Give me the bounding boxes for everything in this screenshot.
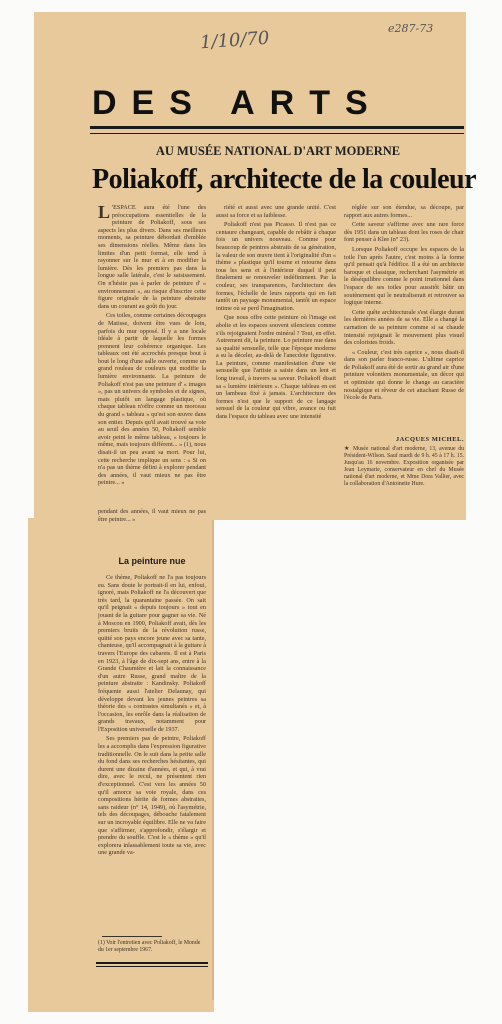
article-column-4 xyxy=(98,574,206,952)
column-3-paragraph-3: Lorsque Poliakoff occupe les espaces de la toile l'un après l'autre, c'est moins à la forme qu'il pensait qu'à l'édifice. Il a été un architecte baroque et classique, recherchant l'asymétrie et le déséquilibre comme le point irrationnel dans l'espace de ses toiles pour aussitôt bâtir un soutènement qui le neutraliserait et retrouver sa logique interne. xyxy=(344,245,464,307)
column-3-paragraph-2: Cette saveur s'affirme avec une rare force dès 1951 dans un tableau dont les roses de chair font penser à Klee (n° 23). xyxy=(344,221,464,244)
footnote: (1) Voir l'entretien avec Poliakoff, le Monde du 1er septembre 1967. xyxy=(98,940,201,953)
column-1-paragraph-2: Ces toiles, comme certaines découpages de Matisse, doivent être vues de loin, parfois du mur opposé. Il y a une locale idéale à partir de laquelle les formes prennent leur cohérence organique. Les tableaux ont été accrochés presque bout à bout le long d'une salle ouverte, comme un grand rouleau de couleurs qui modifie la lumière environnante. La peinture de Poliakoff n'est pas une peinture d' « images », pas un univers de symboles et de signes, mais plutôt un langage plastique, où chaque tableau n'offre comme un morceau du grand « tableau » qu'est son œuvre dans son entier. Depuis qu'il avait trouvé sa voie au seuil des années 50, Poliakoff semble avoir peint le même tableau, « toujours le même, mais toujours différent... » (1), nous disait-il un peu avant sa mort. Pour lui, cette recherche implique un sens : « Si on n'a pas un thème défini à explorer pendant des années, il vaut mieux ne pas être peintre... » xyxy=(98,312,206,487)
column-3-paragraph-1: réglée sur son étendue, sa découpe, par rapport aux autres formes... xyxy=(344,204,464,219)
rubric-rule-thin xyxy=(90,133,464,134)
column-4-paragraph-2: Ses premiers pas de peintre, Poliakoff les a accomplis dans l'expression figurative traditionnelle. On le suit dans la petite salle du fond dans ses recherches hésitantes, qui durent une dizaine d'années, et qui, à vrai dire, avec le recul, ne présentent rien d'exceptionnel. C'est vers les années 50 qu'il amorce sa voie royale, dans ces compositions hérite de formes abstraites, sans raideur (n° 14, 1949), où l'asymétrie, tels des découpages, débouche fatalement sur un incroyable équilibre. Elle ne va faire que s'affirmer, s'approfondir, s'élargir et prendre du souffle. C'est le « thème » qu'il explorera inlassablement toute sa vie, avec une grande va- xyxy=(98,735,206,857)
paper-edge-shadow xyxy=(212,520,214,1000)
article-title: Poliakoff, architecte de la couleur xyxy=(92,164,477,195)
continuation-text: pendant des années, il vaut mieux ne pas être peintre... » xyxy=(98,508,206,523)
bottom-rule-thick xyxy=(96,962,208,964)
column-2-paragraph-3: Que nous offre cette peinture où l'image est abolie et les espaces souvent silencieux comme s'ils rejoignaient l'ordre minéral ? Tout, en effet. Autrement dit, la peinture. Lo peinture nue dans sa qualité sensuelle, telle que l'époque moderne a su la déceler, au-delà de l'anecdote figurative. La peinture, comme manifestation d'une vie sensuelle que l'artiste a saisie dans un lent et long travail, à travers sa saveur. Poliakoff disait sa « lumière intérieure ». Chaque tableau en est un lambeau fixé à jamais. L'architecture des formes n'est que le support de ce langage sensuel de la couleur qui vibre, avance ou fuit dans l'espace du tableau avec une intensité xyxy=(216,314,336,421)
article-subtitle: AU MUSÉE NATIONAL D'ART MODERNE xyxy=(155,144,401,158)
section-subheading: La peinture nue xyxy=(118,556,186,566)
article-column-2 xyxy=(216,204,336,504)
bottom-rule-thin xyxy=(96,966,208,967)
exhibition-info: ★ Musée national d'art moderne, 13, avenue du Président-Wilson. Sauf mardi de 9 h. 45 à 17 h. 15. Jusqu'au 16 novembre. Exposition organisée par Jean Leymarie, conservateur en chef du Musée national d'art moderne, et Mme Dora Vallier, avec la collaboration d'Antoinette Hure. xyxy=(344,446,464,487)
column-1-paragraph-1: 'ESPACE aura été l'une des préoccupations essentielles de la peinture de Poliakoff, sous ses aspects les plus divers. Dans ses meilleurs moments, sa peinture débordait d'emblée ses dimensions réelles. Même dans les limites d'un petit format, elle tend à rayonner sur le mur et à en modifier la lumière. Dès les premiers pas dans la longue salle latérale, c'est le saisissement. On n'hésite pas à parler de peinture d' « environnement », au risque d'inscrire cette figure originale de la peinture abstraite dans un courant au goût du jour. xyxy=(98,204,206,310)
column-4-paragraph-1: Ce thème, Poliakoff ne l'a pas toujours eu. Sans doute le portrait-il en lui, enfoui, ignoré, mais Poliakoff ne l'a découvert que très tard, la quarantaine passée. On sait qu'il peignait « depuis toujours » tout en jouant de la guitare pour gagner sa vie. Né à Moscou en 1900, Poliakoff avait, dès les premiers bruits de la révolution russe, quitté son pays encore jeune avec sa tante, chanteuse, qu'il accompagnait à la guitare à travers l'Europe des cabarets. Il est à Paris en 1923, à l'âge de dix-sept ans, entre à la Grande Chaumière et lait la connaissance d'un autre Russe, grand maître de la peinture abstraite : Kandinsky. Poliakoff fréquente aussi l'atelier Delaunay, qui développe devant les jeunes peintres sa théorie des « contrastes simultanés » et, à l'occasion, les enrôle dans la réalisation de grands travaux, notamment pour l'Exposition universelle de 1937. xyxy=(98,574,206,733)
column-3-paragraph-5: « Couleur, c'est très caprice », nous disait-il dans son parler franco-russe. L'ultime caprice de Poliakoff aura été de sortir au grand air d'une peinture volontiers monumentale, un décor qui et optimiste qui donne le change au caractère nostalgique et rêveur de cet attachant Russe de l'école de Paris. xyxy=(344,348,464,402)
handwritten-date: 1/10/70 xyxy=(199,27,271,54)
column-3-paragraph-4: Cette quête architecturale s'est élargie durant les dernières années de sa vie. Elle a changé la carnation de sa peinture comme si sa chaude intensité rejoignait le mouvement plus visuel des coloristes froids. xyxy=(344,308,464,347)
footnote-rule xyxy=(102,936,162,937)
article-column-3 xyxy=(344,204,464,444)
column-2-paragraph-1: riété et aussi avec une grande unité. C'est aussi sa force et sa faiblesse. xyxy=(216,204,336,219)
column-2-paragraph-2: Poliakoff n'est pas Picasso. Il n'est pas ce centaure changeant, capable de rebâtir à chaque fois un univers nouveau. Comme pour beaucoup de peintres abstraits de sa génération, la valeur de son œuvre tient à l'originalité d'un « thème » plastique qu'il tourne et retourne dans tous les sens et à l'intérieur duquel il peut finalement se renouveler indéfiniment. Par la couleur, ses transparences, l'architecture des formes, l'échelle de leurs rapports qui en fait tantôt un paysage monumental, tantôt un espace intime où se perd l'imagination. xyxy=(216,221,336,312)
column-1-lead-paragraph xyxy=(98,204,206,310)
section-rubric: DES ARTS xyxy=(92,84,383,122)
drop-cap: L xyxy=(98,204,111,222)
author-signature: JACQUES MICHEL. xyxy=(395,436,464,443)
article-column-1 xyxy=(98,204,206,504)
handwritten-reference: e287-73 xyxy=(388,22,434,35)
rubric-rule-thick xyxy=(90,126,464,129)
